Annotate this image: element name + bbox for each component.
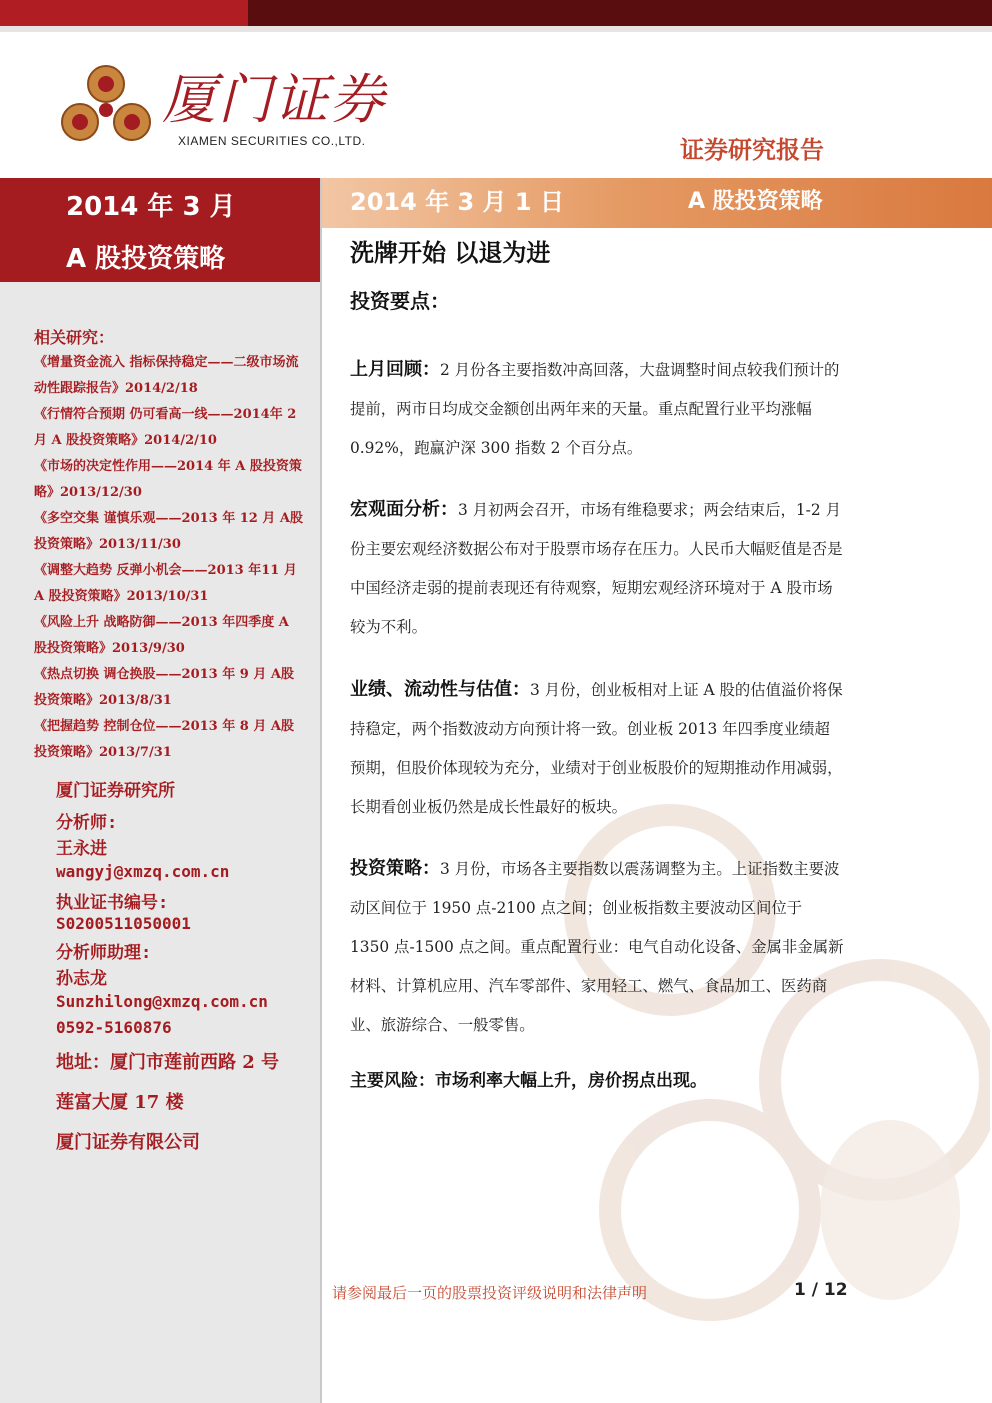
related-item[interactable]: 《调整大趋势 反弹小机会——2013 年11 月 A 股投资策略》2013/10/31	[34, 563, 297, 604]
paragraph-macro	[350, 490, 844, 647]
paragraph-text: 3 月份，创业板相对上证 A 股的估值溢价将保持稳定，两个指数波动方向预计将一致。创业板 2013 年四季度业绩超预期，但股价体现较为充分，业绩对于创业板股价的短期推动作用减弱，长期看创业板仍然是成长性最好的板块。	[350, 681, 843, 816]
related-item[interactable]: 《热点切换 调仓换股——2013 年 9 月 A股投资策略》2013/8/31	[34, 667, 294, 708]
paragraph-label: 上月回顾：	[350, 359, 440, 380]
paragraph-text: 3 月初两会召开，市场有维稳要求；两会结束后，1-2 月份主要宏观经济数据公布对于股票市场存在压力。人民币大幅贬值是否是中国经济走弱的提前表现还有待观察，短期宏观经济环境对于 A 股市场较为不利。	[350, 501, 843, 636]
paragraph-label: 宏观面分析：	[350, 499, 458, 520]
address-line: 地址：厦门市莲前西路 2 号	[56, 1052, 280, 1073]
related-item[interactable]: 《增量资金流入 指标保持稳定——二级市场流动性跟踪报告》2014/2/18	[34, 355, 299, 396]
paragraph-label: 业绩、流动性与估值：	[350, 679, 530, 700]
license-number: S0200511050001	[56, 914, 191, 933]
related-research-label: 相关研究：	[34, 328, 115, 347]
key-points-heading: 投资要点：	[350, 289, 450, 313]
report-category: A 股投资策略	[688, 189, 823, 214]
report-date: 2014 年 3 月 1 日	[350, 188, 564, 216]
related-item[interactable]: 《市场的决定性作用——2014 年 A 股投资策略》2013/12/30	[34, 459, 302, 500]
related-item[interactable]: 《风险上升 战略防御——2013 年四季度 A 股投资策略》2013/9/30	[34, 615, 289, 656]
related-item[interactable]: 《行情符合预期 仍可看高一线——2014年 2 月 A 股投资策略》2014/2/10	[34, 407, 297, 448]
report-title: 洗牌开始 以退为进	[350, 239, 551, 267]
paragraph-strategy	[350, 849, 844, 1045]
phone-number: 0592-5160876	[56, 1018, 172, 1037]
disclaimer-note: 请参阅最后一页的股票投资评级说明和法律声明	[332, 1284, 648, 1302]
sidebar-divider	[320, 178, 322, 1403]
research-institute: 厦门证券研究所	[56, 781, 175, 801]
address-line: 莲富大厦 17 楼	[56, 1092, 184, 1113]
company-name: 厦门证券有限公司	[56, 1132, 200, 1153]
license-label: 执业证书编号:	[56, 893, 169, 913]
brand-name-en: XIAMEN SECURITIES CO.,LTD.	[178, 134, 366, 148]
top-bar-divider	[0, 26, 992, 32]
paragraph-review	[350, 350, 844, 468]
paragraph-text: 3 月份，市场各主要指数以震荡调整为主。上证指数主要波动区间位于 1950 点-2100 点之间；创业板指数主要波动区间位于 1350 点-1500 点之间。重点配置行业：电气自动化设备、金属非金属新材料、计算机应用、汽车零部件、家用轻工、燃气、食品加工、医药商业、旅游综合、一般零售。	[350, 860, 844, 1034]
top-bar-dark	[248, 0, 992, 26]
brand-name-cn: 厦门证券	[162, 68, 386, 131]
paragraph-valuation	[350, 670, 844, 827]
sidebar-title: A 股投资策略	[66, 244, 226, 274]
assistant-name: 孙志龙	[56, 969, 107, 989]
analyst-name: 王永进	[56, 839, 107, 859]
related-research	[34, 326, 306, 766]
assistant-email[interactable]: Sunzhilong@xmzq.com.cn	[56, 992, 268, 1011]
top-bar-red	[0, 0, 248, 26]
paragraph-label: 投资策略：	[350, 858, 440, 879]
report-type: 证券研究报告	[680, 136, 824, 164]
assistant-label: 分析师助理:	[56, 943, 152, 963]
company-logo-icon	[56, 62, 156, 146]
related-item[interactable]: 《多空交集 谨慎乐观——2013 年 12 月 A股投资策略》2013/11/30	[34, 511, 303, 552]
analyst-label: 分析师:	[56, 813, 118, 833]
main-risk: 主要风险：市场利率大幅上升，房价拐点出现。	[350, 1071, 707, 1091]
page-number: 1 / 12	[794, 1280, 848, 1300]
related-item[interactable]: 《把握趋势 控制仓位——2013 年 8 月 A股投资策略》2013/7/31	[34, 719, 294, 760]
analyst-email[interactable]: wangyj@xmzq.com.cn	[56, 862, 230, 881]
sidebar-month: 2014 年 3 月	[66, 192, 236, 222]
paragraph-text: 2 月份各主要指数冲高回落，大盘调整时间点较我们预计的提前，两市日均成交金额创出两年来的天量。重点配置行业平均涨幅 0.92%，跑赢沪深 300 指数 2 个百分点。	[350, 361, 840, 457]
